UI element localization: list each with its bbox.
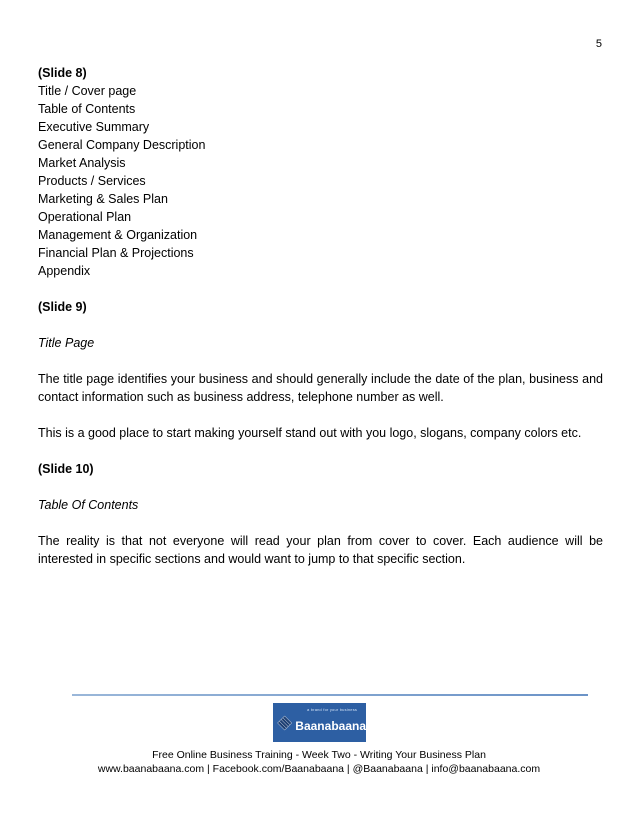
list-item: Appendix [38, 264, 91, 278]
list-item: Title / Cover page [38, 84, 137, 98]
footer-line1: Free Online Business Training - Week Two - Writing Your Business Plan [152, 749, 486, 761]
slide10-heading: (Slide 10) [38, 462, 94, 476]
slide10-subheading: Table Of Contents [38, 498, 139, 512]
slide10-paragraph: The reality is that not everyone will read your plan from cover to cover. Each audience will be interested in specific sections and would want to jump to that specific section. [38, 534, 603, 566]
slide9-subheading: Title Page [38, 336, 95, 350]
logo-mark-icon [277, 710, 292, 736]
list-item: Market Analysis [38, 156, 126, 170]
logo-text: Baanabaana [295, 718, 366, 733]
list-item: Table of Contents [38, 102, 136, 116]
list-item: Marketing & Sales Plan [38, 192, 168, 206]
page-footer [0, 748, 638, 776]
slide8-heading: (Slide 8) [38, 66, 87, 80]
footer-divider [72, 694, 588, 696]
list-item: Operational Plan [38, 210, 132, 224]
baanabaana-logo [273, 703, 366, 742]
page-number: 5 [595, 38, 602, 50]
list-item: Executive Summary [38, 120, 150, 134]
list-item: Financial Plan & Projections [38, 246, 194, 260]
slide9-heading: (Slide 9) [38, 300, 87, 314]
list-item: General Company Description [38, 138, 206, 152]
document-body [38, 64, 603, 568]
footer-line2: www.baanabaana.com | Facebook.com/Baanabaana | @Baanabaana | info@baanabaana.com [97, 763, 541, 775]
slide9-paragraph: This is a good place to start making yourself stand out with you logo, slogans, company colors etc. [38, 426, 582, 440]
slide8-list [38, 82, 603, 280]
logo-tagline: a brand for your business [307, 707, 358, 712]
list-item: Management & Organization [38, 228, 198, 242]
list-item: Products / Services [38, 174, 146, 188]
slide9-paragraph: The title page identifies your business and should generally include the date of the plan, business and contact information such as business address, telephone number as well. [38, 372, 603, 404]
